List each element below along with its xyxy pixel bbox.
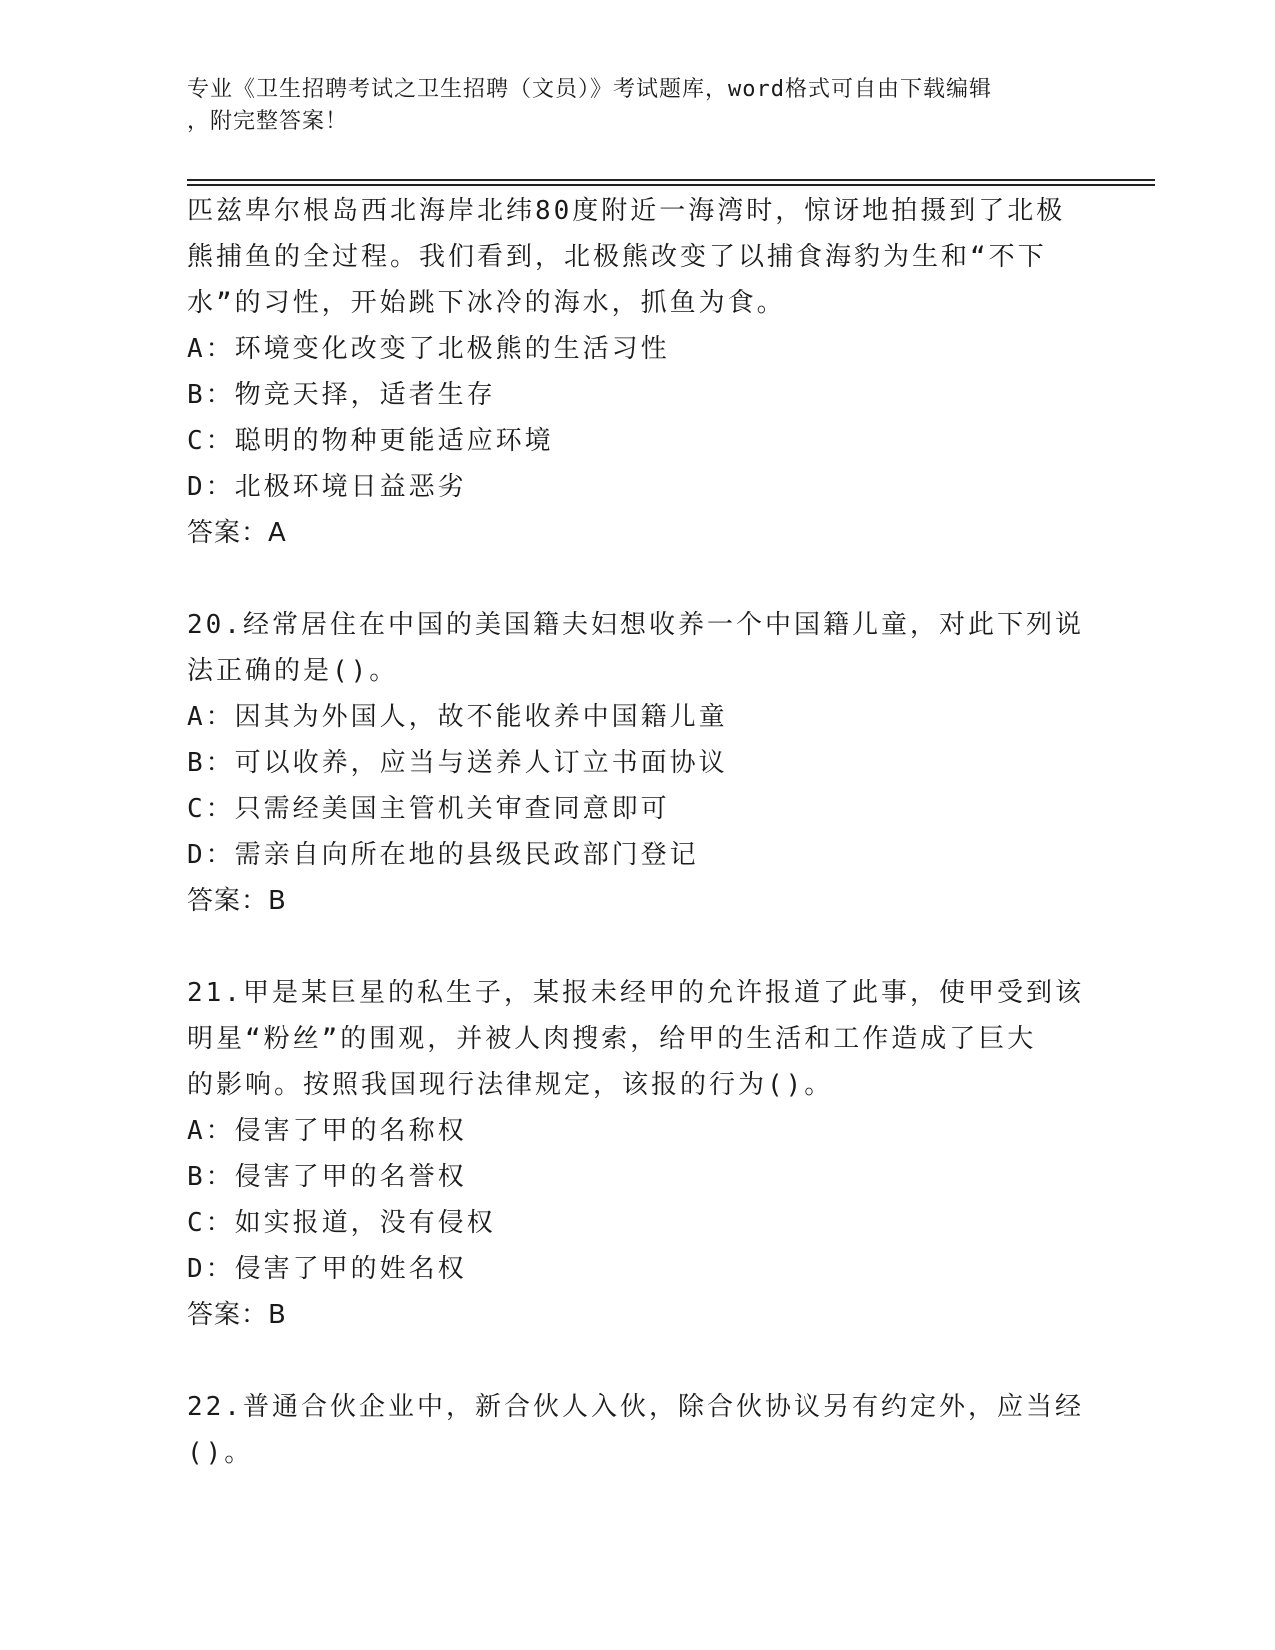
question-list	[187, 188, 1087, 1476]
option-c: C：只需经美国主管机关审查同意即可	[187, 794, 670, 824]
option-c: C：聪明的物种更能适应环境	[187, 426, 554, 456]
option-a: A：环境变化改变了北极熊的生活习性	[187, 334, 670, 364]
answer-label: 答案：B	[187, 886, 287, 916]
question-stem-line: 21.甲是某巨星的私生子，某报未经甲的允许报道了此事，使甲受到该	[187, 978, 1084, 1008]
option-b: B：物竞天择，适者生存	[187, 380, 496, 410]
option-d: D：侵害了甲的姓名权	[187, 1254, 467, 1284]
question-stem-line: ()。	[187, 1438, 254, 1468]
question-19	[187, 188, 1087, 556]
answer-label: 答案：B	[187, 1300, 287, 1330]
option-a: A：因其为外国人，故不能收养中国籍儿童	[187, 702, 728, 732]
question-20	[187, 602, 1087, 924]
option-a: A：侵害了甲的名称权	[187, 1116, 467, 1146]
option-d: D：北极环境日益恶劣	[187, 472, 467, 502]
question-stem-line: 熊捕鱼的全过程。我们看到，北极熊改变了以捕食海豹为生和“不下	[187, 242, 1047, 272]
option-b: B：侵害了甲的名誉权	[187, 1162, 467, 1192]
header-divider-bottom	[187, 184, 1155, 186]
question-stem-line: 水”的习性，开始跳下冰冷的海水，抓鱼为食。	[187, 288, 786, 318]
option-c: C：如实报道，没有侵权	[187, 1208, 496, 1238]
question-stem-line: 20.经常居住在中国的美国籍夫妇想收养一个中国籍儿童，对此下列说	[187, 610, 1084, 640]
option-d: D：需亲自向所在地的县级民政部门登记	[187, 840, 699, 870]
question-stem-line: 明星“粉丝”的围观，并被人肉搜索，给甲的生活和工作造成了巨大	[187, 1024, 1037, 1054]
document-header	[187, 74, 1067, 138]
header-divider-top	[187, 179, 1155, 181]
question-stem-line: 匹兹卑尔根岛西北海岸北纬80度附近一海湾时，惊讶地拍摄到了北极	[187, 196, 1066, 226]
option-b: B：可以收养，应当与送养人订立书面协议	[187, 748, 728, 778]
question-stem-line: 法正确的是()。	[187, 656, 399, 686]
question-stem-line: 22.普通合伙企业中，新合伙人入伙，除合伙协议另有约定外，应当经	[187, 1392, 1084, 1422]
answer-label: 答案：A	[187, 518, 287, 548]
question-22	[187, 1384, 1087, 1476]
question-stem-line: 的影响。按照我国现行法律规定，该报的行为()。	[187, 1070, 834, 1100]
header-line-1: 专业《卫生招聘考试之卫生招聘（文员）》考试题库，word格式可自由下载编辑	[187, 77, 992, 102]
header-line-2: ，附完整答案！	[187, 109, 349, 134]
question-21	[187, 970, 1087, 1338]
